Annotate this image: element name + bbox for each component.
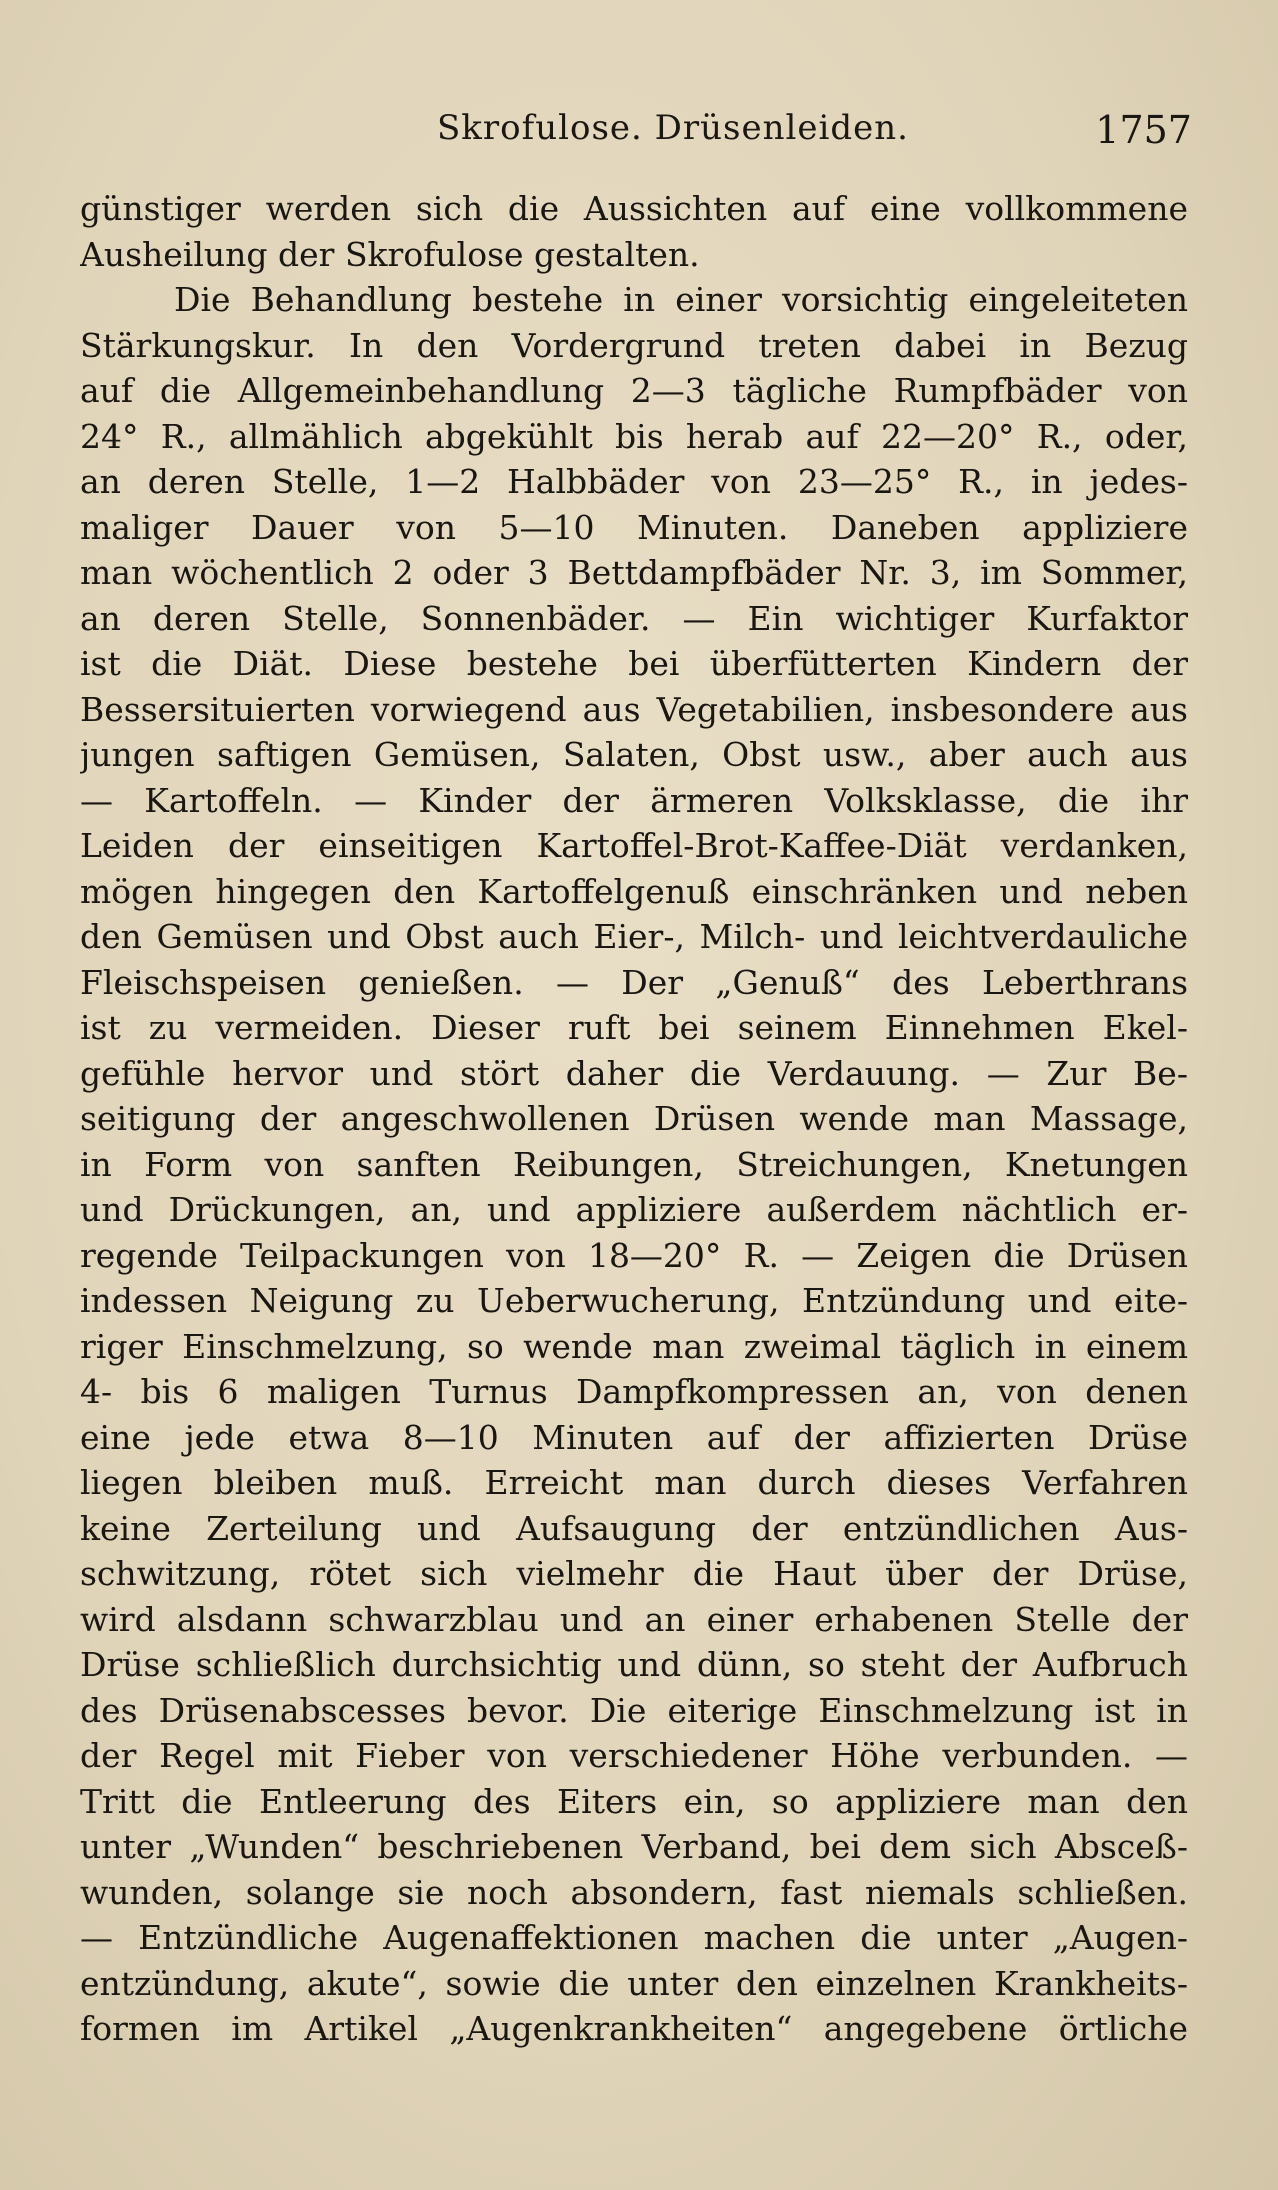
text-line: Ausheilung der Skrofulose gestalten. — [80, 234, 700, 274]
text-line: entzündung, akute“, sowie die unter den einzelnen Krankheits- — [80, 1963, 1188, 2003]
text-line: regende Teilpackungen von 18—20° R. — Zeigen die Drüsen — [80, 1235, 1188, 1275]
body-text — [80, 186, 1188, 2052]
text-line: unter „Wunden“ beschriebenen Verband, bei dem sich Absceß- — [80, 1827, 1188, 1866]
text-line: auf die Allgemeinbehandlung 2—3 tägliche Rumpfbäder von — [80, 371, 1188, 410]
text-line: wunden, solange sie noch absondern, fast niemals schließen. — [80, 1872, 1188, 1912]
text-line: und Drückungen, an, und appliziere außerdem nächtlich er- — [80, 1190, 1188, 1229]
text-line: 4- bis 6 maligen Turnus Dampfkompressen an, von denen — [80, 1372, 1188, 1411]
text-line: liegen bleiben muß. Erreicht man durch dieses Verfahren — [80, 1463, 1188, 1502]
text-line: maliger Dauer von 5—10 Minuten. Daneben appliziere — [80, 507, 1188, 547]
text-line: günstiger werden sich die Aussichten auf eine vollkommene — [80, 189, 1188, 228]
text-line: an deren Stelle, Sonnenbäder. — Ein wichtiger Kurfaktor — [80, 598, 1188, 638]
text-line: in Form von sanften Reibungen, Streichungen, Knetungen — [80, 1144, 1188, 1184]
text-line: des Drüsenabscesses bevor. Die eiterige Einschmelzung ist in — [80, 1690, 1188, 1730]
text-line: keine Zerteilung und Aufsaugung der entzündlichen Aus- — [80, 1508, 1188, 1548]
text-line: gefühle hervor und stört daher die Verdauung. — Zur Be- — [80, 1053, 1188, 1093]
text-line: riger Einschmelzung, so wende man zweimal täglich in einem — [80, 1326, 1188, 1366]
text-line: jungen saftigen Gemüsen, Salaten, Obst usw., aber auch aus — [80, 735, 1188, 774]
text-line: 24° R., allmählich abgekühlt bis herab auf 22—20° R., oder, — [80, 416, 1188, 456]
text-line: formen im Artikel „Augenkrankheiten“ angegebene örtliche — [80, 2009, 1188, 2048]
text-line: man wöchentlich 2 oder 3 Bettdampfbäder Nr. 3, im Sommer, — [80, 553, 1188, 592]
text-line: ist die Diät. Diese bestehe bei überfütterten Kindern der — [80, 644, 1188, 683]
text-line: — Kartoffeln. — Kinder der ärmeren Volksklasse, die ihr — [80, 780, 1188, 820]
text-line: Drüse schließlich durchsichtig und dünn, so steht der Aufbruch — [80, 1645, 1188, 1684]
header-title: Skrofulose. Drüsenleiden. — [437, 108, 909, 148]
text-line: wird alsdann schwarzblau und an einer erhabenen Stelle der — [80, 1599, 1188, 1639]
text-line: seitigung der angeschwollenen Drüsen wende man Massage, — [80, 1099, 1188, 1138]
text-line: Stärkungskur. In den Vordergrund treten dabei in Bezug — [80, 325, 1188, 365]
text-line: — Entzündliche Augenaffektionen machen die unter „Augen- — [80, 1918, 1188, 1957]
running-head — [82, 108, 1192, 160]
text-line: an deren Stelle, 1—2 Halbbäder von 23—25° R., in jedes- — [80, 462, 1188, 501]
text-line: indessen Neigung zu Ueberwucherung, Entzündung und eite- — [80, 1281, 1188, 1320]
text-line: Fleischspeisen genießen. — Der „Genuß“ des Leberthrans — [80, 962, 1188, 1002]
text-line: den Gemüsen und Obst auch Eier-, Milch- und leichtverdauliche — [80, 917, 1188, 956]
page-number: 1757 — [1095, 108, 1192, 152]
text-line: der Regel mit Fieber von verschiedener Höhe verbunden. — — [80, 1736, 1188, 1775]
text-line: Bessersituierten vorwiegend aus Vegetabilien, insbesondere aus — [80, 689, 1188, 729]
text-line: schwitzung, rötet sich vielmehr die Haut über der Drüse, — [80, 1554, 1188, 1593]
text-line: Leiden der einseitigen Kartoffel-Brot-Kaffee-Diät verdanken, — [80, 826, 1188, 865]
text-line: eine jede etwa 8—10 Minuten auf der affizierten Drüse — [80, 1417, 1188, 1457]
text-line: mögen hingegen den Kartoffelgenuß einschränken und neben — [80, 871, 1188, 911]
text-line: ist zu vermeiden. Dieser ruft bei seinem Einnehmen Ekel- — [80, 1008, 1188, 1047]
text-line: Tritt die Entleerung des Eiters ein, so appliziere man den — [80, 1781, 1188, 1821]
text-line: Die Behandlung bestehe in einer vorsichtig eingeleiteten — [174, 280, 1188, 319]
